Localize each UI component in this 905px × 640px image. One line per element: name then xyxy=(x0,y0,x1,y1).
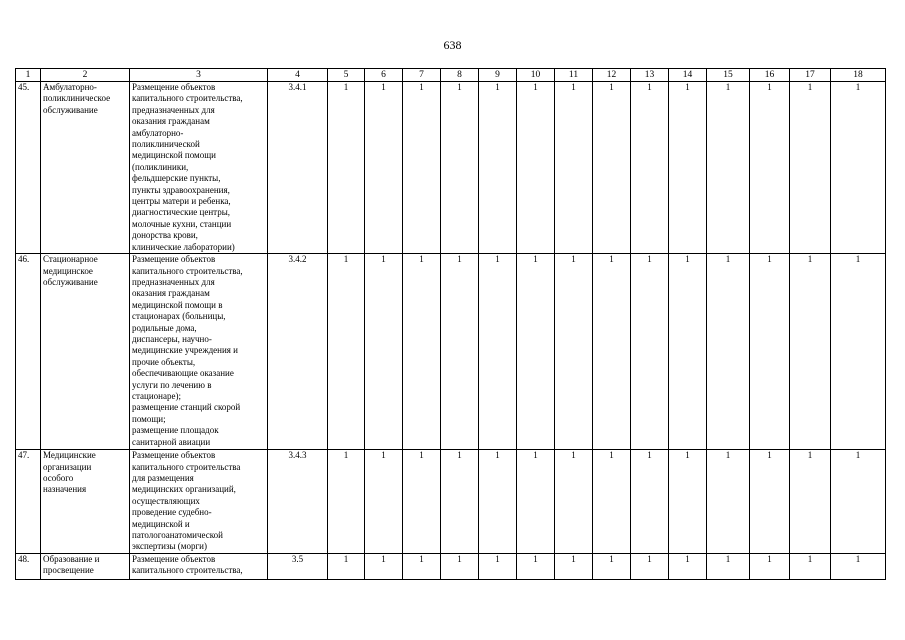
zone-value-col-14: 1 xyxy=(669,254,707,450)
zone-value-col-15: 1 xyxy=(707,450,750,554)
land-use-name: Стационарное медицинское обслуживание xyxy=(41,254,130,450)
zone-value-col-13: 1 xyxy=(631,82,669,254)
column-header-2: 2 xyxy=(41,69,130,82)
land-use-name: Амбулаторно- поликлиническое обслуживание xyxy=(41,82,130,254)
column-header-3: 3 xyxy=(130,69,268,82)
zone-value-col-18: 1 xyxy=(831,450,886,554)
zone-value-col-17: 1 xyxy=(790,450,831,554)
zone-value-col-15: 1 xyxy=(707,553,750,579)
land-use-code: 3.4.3 xyxy=(268,450,328,554)
column-header-18: 18 xyxy=(831,69,886,82)
table-row xyxy=(16,82,886,254)
column-header-1: 1 xyxy=(16,69,41,82)
zone-value-col-18: 1 xyxy=(831,254,886,450)
zone-value-col-9: 1 xyxy=(479,450,517,554)
zone-value-col-11: 1 xyxy=(555,254,593,450)
zone-value-col-6: 1 xyxy=(365,254,403,450)
zone-value-col-7: 1 xyxy=(403,82,441,254)
zone-value-col-6: 1 xyxy=(365,553,403,579)
zone-value-col-10: 1 xyxy=(517,553,555,579)
zone-value-col-7: 1 xyxy=(403,553,441,579)
column-header-14: 14 xyxy=(669,69,707,82)
zone-value-col-11: 1 xyxy=(555,82,593,254)
table-row xyxy=(16,450,886,554)
row-number: 46. xyxy=(16,254,41,450)
zone-value-col-6: 1 xyxy=(365,450,403,554)
zone-value-col-5: 1 xyxy=(328,254,365,450)
zone-value-col-17: 1 xyxy=(790,254,831,450)
zone-value-col-16: 1 xyxy=(750,553,790,579)
zone-value-col-7: 1 xyxy=(403,450,441,554)
zone-value-col-8: 1 xyxy=(441,254,479,450)
zone-value-col-16: 1 xyxy=(750,82,790,254)
zone-value-col-11: 1 xyxy=(555,553,593,579)
zone-value-col-16: 1 xyxy=(750,450,790,554)
zone-value-col-14: 1 xyxy=(669,450,707,554)
zone-value-col-10: 1 xyxy=(517,82,555,254)
zone-value-col-13: 1 xyxy=(631,254,669,450)
column-header-5: 5 xyxy=(328,69,365,82)
zone-value-col-9: 1 xyxy=(479,254,517,450)
zone-value-col-12: 1 xyxy=(593,450,631,554)
column-header-7: 7 xyxy=(403,69,441,82)
table-row xyxy=(16,254,886,450)
row-number: 48. xyxy=(16,553,41,579)
zone-value-col-18: 1 xyxy=(831,82,886,254)
zone-value-col-10: 1 xyxy=(517,450,555,554)
zone-value-col-13: 1 xyxy=(631,553,669,579)
column-header-12: 12 xyxy=(593,69,631,82)
table-body xyxy=(16,82,886,580)
zone-value-col-8: 1 xyxy=(441,450,479,554)
zone-value-col-17: 1 xyxy=(790,553,831,579)
column-header-15: 15 xyxy=(707,69,750,82)
zone-value-col-15: 1 xyxy=(707,254,750,450)
land-use-description: Размещение объектов капитального строительства для размещения медицинских организаций, осуществляющих проведение судебно- медицинской и патологоанатомической экспертизы (морги) xyxy=(130,450,268,554)
column-header-8: 8 xyxy=(441,69,479,82)
land-use-description: Размещение объектов капитального строительства, предназначенных для оказания гражданам медицинской помощи в стационарах (больницы, родильные дома, диспансеры, научно- медицинские учреждения и прочие объекты, обеспечивающие оказание услуги по лечению в стационаре); размещение станций скорой помощи; размещение площадок санитарной авиации xyxy=(130,254,268,450)
zone-value-col-5: 1 xyxy=(328,450,365,554)
zone-value-col-16: 1 xyxy=(750,254,790,450)
land-use-code: 3.5 xyxy=(268,553,328,579)
zone-value-col-5: 1 xyxy=(328,553,365,579)
zone-value-col-14: 1 xyxy=(669,553,707,579)
header-row xyxy=(16,69,886,82)
column-header-9: 9 xyxy=(479,69,517,82)
zone-value-col-13: 1 xyxy=(631,450,669,554)
land-use-name: Образование и просвещение xyxy=(41,553,130,579)
zone-value-col-17: 1 xyxy=(790,82,831,254)
column-header-11: 11 xyxy=(555,69,593,82)
column-header-16: 16 xyxy=(750,69,790,82)
zone-value-col-8: 1 xyxy=(441,82,479,254)
regulation-table xyxy=(15,68,886,580)
column-header-4: 4 xyxy=(268,69,328,82)
table-row xyxy=(16,553,886,579)
zone-value-col-12: 1 xyxy=(593,553,631,579)
land-use-code: 3.4.2 xyxy=(268,254,328,450)
zone-value-col-10: 1 xyxy=(517,254,555,450)
zone-value-col-12: 1 xyxy=(593,82,631,254)
page-number: 638 xyxy=(443,38,462,52)
zone-value-col-15: 1 xyxy=(707,82,750,254)
zone-value-col-12: 1 xyxy=(593,254,631,450)
zone-value-col-18: 1 xyxy=(831,553,886,579)
column-header-17: 17 xyxy=(790,69,831,82)
zone-value-col-5: 1 xyxy=(328,82,365,254)
zone-value-col-9: 1 xyxy=(479,82,517,254)
land-use-code: 3.4.1 xyxy=(268,82,328,254)
zone-value-col-9: 1 xyxy=(479,553,517,579)
land-use-description: Размещение объектов капитального строительства, xyxy=(130,553,268,579)
zone-value-col-8: 1 xyxy=(441,553,479,579)
column-header-13: 13 xyxy=(631,69,669,82)
table-header xyxy=(16,69,886,82)
column-header-10: 10 xyxy=(517,69,555,82)
zone-value-col-6: 1 xyxy=(365,82,403,254)
column-header-6: 6 xyxy=(365,69,403,82)
land-use-name: Медицинские организации особого назначения xyxy=(41,450,130,554)
row-number: 47. xyxy=(16,450,41,554)
zone-value-col-11: 1 xyxy=(555,450,593,554)
zone-value-col-7: 1 xyxy=(403,254,441,450)
zone-value-col-14: 1 xyxy=(669,82,707,254)
land-use-description: Размещение объектов капитального строительства, предназначенных для оказания гражданам амбулаторно- поликлинической медицинской помощи (поликлиники, фельдшерские пункты, пункты здравоохранения, центры матери и ребенка, диагностические центры, молочные кухни, станции донорства крови, клинические лаборатории) xyxy=(130,82,268,254)
row-number: 45. xyxy=(16,82,41,254)
